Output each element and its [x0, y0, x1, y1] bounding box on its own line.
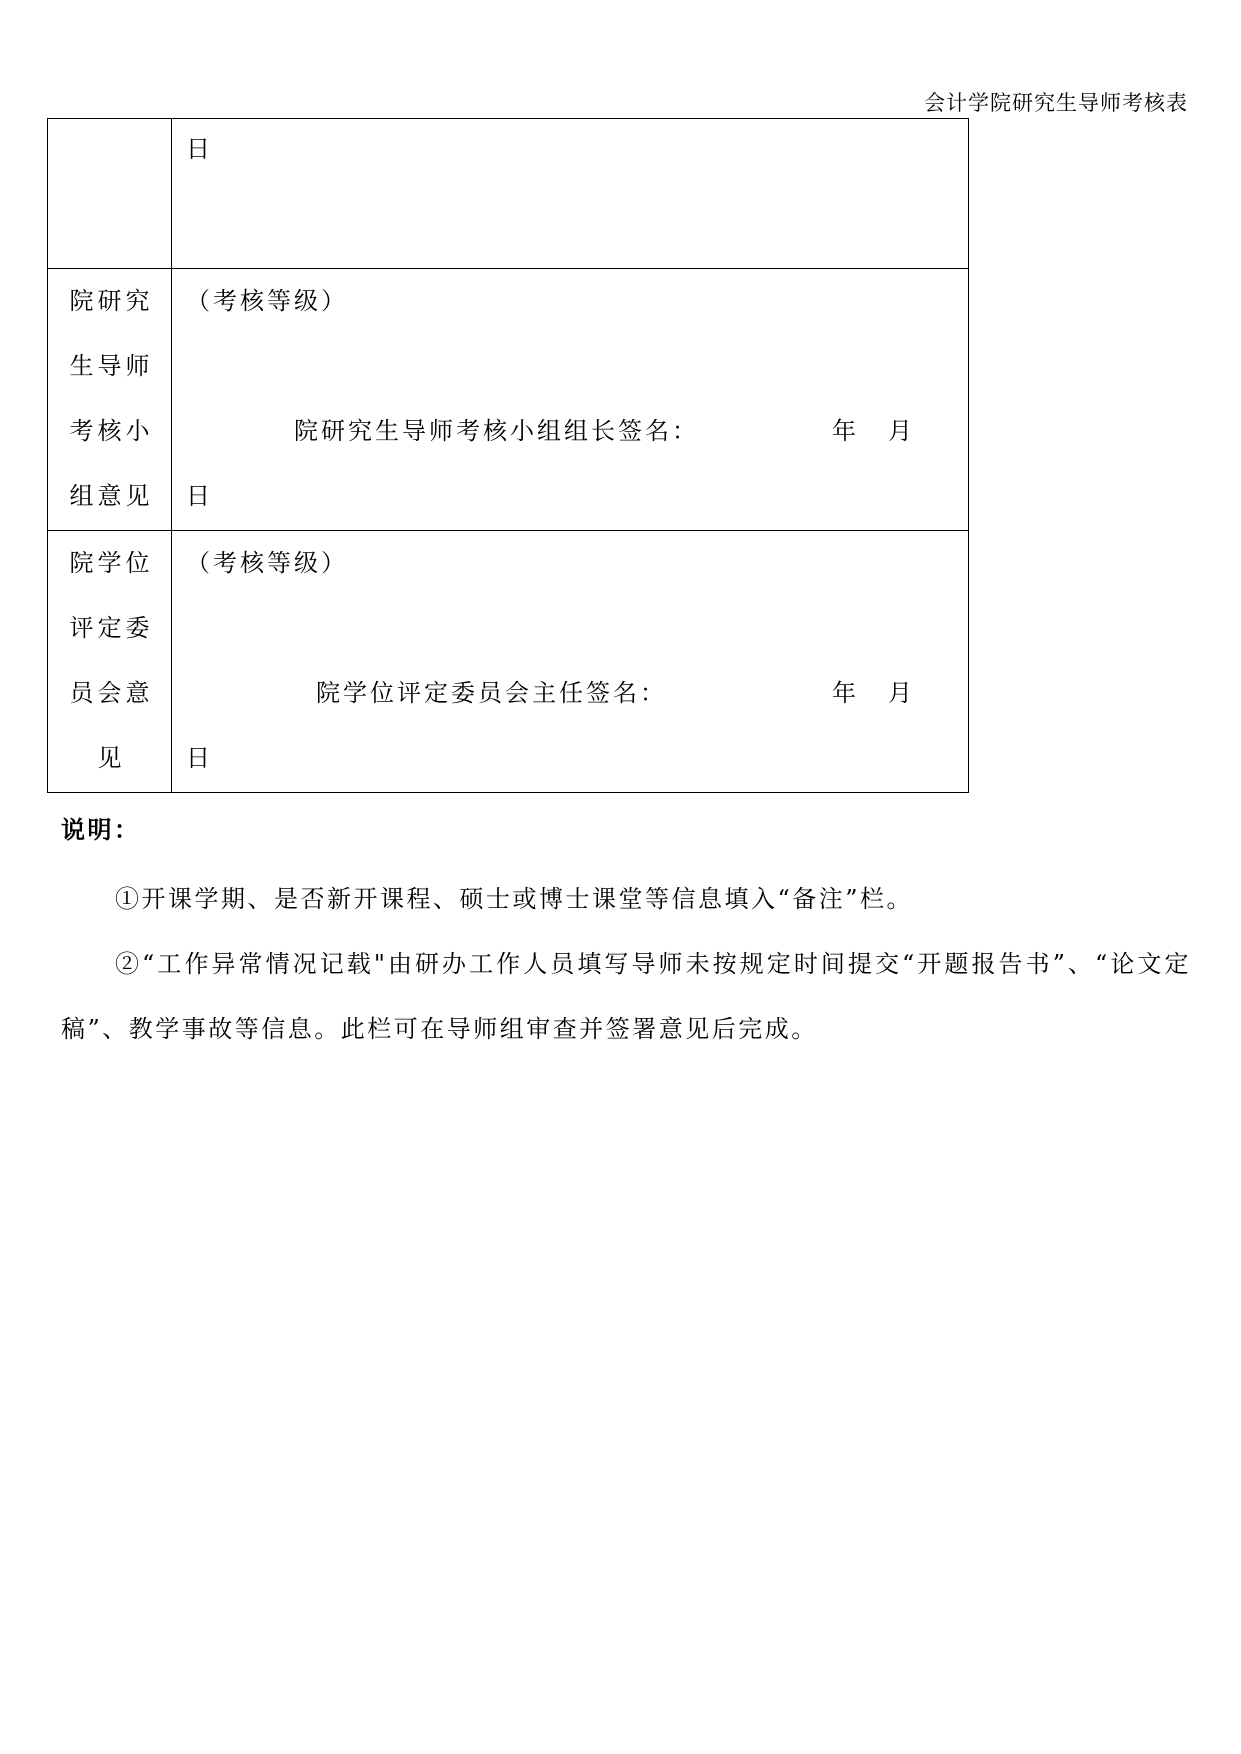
day-label: 日 — [186, 744, 213, 772]
committee-leader-signature-label: 院研究生导师考核小组组长签名： — [294, 417, 699, 445]
grade-label: （考核等级） — [186, 287, 348, 315]
degree-committee-label-cell — [48, 531, 172, 793]
blank-line — [186, 596, 954, 661]
degree-committee-opinion-cell — [172, 531, 969, 793]
grade-label: （考核等级） — [186, 549, 348, 577]
notes-section — [61, 815, 1191, 1062]
table-row — [48, 269, 969, 531]
table-row — [48, 531, 969, 793]
supervisor-committee-label: 院研究生导师考核小组意见 — [69, 287, 154, 510]
day-label: 日 — [186, 482, 213, 510]
year-label: 年 — [832, 679, 859, 707]
notes-title: 说明： — [61, 815, 141, 844]
committee-chair-signature-label: 院学位评定委员会主任签名： — [316, 679, 667, 707]
supervisor-committee-opinion-cell — [172, 269, 969, 531]
blank-line — [186, 334, 954, 399]
signature-line — [186, 661, 954, 726]
note-item-1: ①开课学期、是否新开课程、硕士或博士课堂等信息填入“备注”栏。 — [115, 885, 914, 913]
day-label: 日 — [186, 135, 213, 163]
table-row — [48, 119, 969, 269]
degree-committee-label: 院学位评定委员会意见 — [69, 549, 154, 772]
month-label: 月 — [888, 417, 915, 445]
previous-opinion-cell — [172, 119, 969, 269]
month-label: 月 — [888, 679, 915, 707]
row-label-empty — [48, 119, 172, 269]
year-label: 年 — [832, 417, 859, 445]
note-item-2: ②“工作异常情况记载"由研办工作人员填写导师未按规定时间提交“开题报告书”、“论文定稿”、教学事故等信息。此栏可在导师组审查并签署意见后完成。 — [61, 950, 1191, 1043]
signature-line — [186, 399, 954, 464]
page-header-title: 会计学院研究生导师考核表 — [924, 91, 1188, 115]
supervisor-committee-label-cell — [48, 269, 172, 531]
evaluation-form-table — [47, 118, 969, 793]
